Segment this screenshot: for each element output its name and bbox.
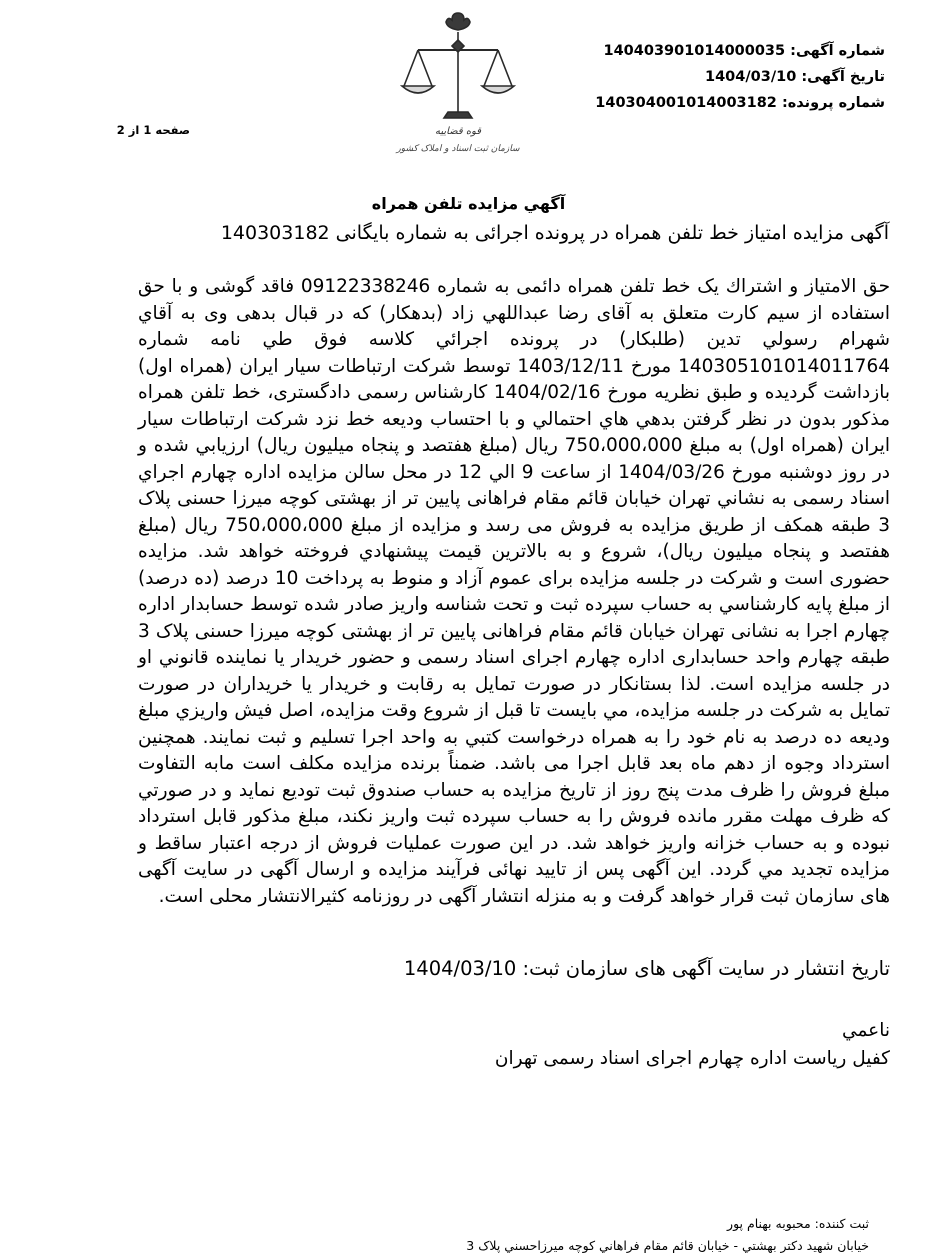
signer-name: ناعمي [842, 1020, 890, 1041]
ad-number-row [555, 38, 885, 64]
footer [69, 1213, 869, 1257]
ad-number-label: شماره آگهی: [790, 43, 885, 59]
page-number: صفحه 1 از 2 [116, 123, 190, 137]
signer-title: کفیل ریاست اداره چهارم اجرای اسناد رسمی تهران [494, 1048, 890, 1069]
ad-number: 140403901014000035 [603, 43, 786, 59]
judiciary-scales-emblem-icon [378, 6, 538, 156]
ad-date-label: تاریخ آگهی: [801, 69, 885, 85]
footer-address: خيابان شهيد دكتر بهشتي - خيابان قائم مقام فراهاني كوچه ميرزاحسني پلاک 3 [466, 1238, 869, 1253]
signature-block [50, 1017, 890, 1073]
case-number: 140304001014003182 [595, 95, 777, 111]
registrar-label: ثبت کننده: [814, 1216, 869, 1231]
registrar-row [69, 1213, 869, 1235]
logo-text-1: قوه قضاییه [434, 126, 482, 137]
ad-date-row [555, 64, 885, 90]
publish-date: 1404/03/10 [403, 957, 517, 980]
notice-body: حق الامتياز و اشتراك يک خط تلفن همراه دائمی به شماره 09122338246 فاقد گوشی و با حق استفاده از سیم کارت متعلق به آقای رضا عبداللهي زاد (بدهكار) که در قبال بدهی وی به آقاي شهرام رسولي تدين (طلبكار) در پرونده اجرائي كلاسه فوق طي نامه شماره 140305101014011764 مورخ 1403/12/11 توسط شرکت ارتباطات سیار ایران (همراه اول) بازداشت گردیده و طبق نظريه مورخ 1404/02/16 کارشناس رسمی دادگستری، خط تلفن همراه مذكور بدون در نظر گرفتن بدهي هاي احتمالي و با احتساب وديعه خط نزد شرکت ارتباطات سیار ایران (همراه اول) به مبلغ 750،000،000 ريال (مبلغ هفتصد و پنجاه ميليون ريال) ارزيابي شده و در روز دوشنبه مورخ 1404/03/26 از ساعت 9 الي 12 در محل سالن مزايده اداره چهارم اجراي اسناد رسمی به نشاني تهران خيابان قائم مقام فراهانی پایین تر از بهشتی کوچه میرزا حسنی پلاک 3 طبقه همکف از طریق مزايده به فروش می رسد و مزایده از مبلغ 750،000،000 ريال (مبلغ هفتصد و پنجاه ميليون ريال)، شروع و به بالاترين قيمت پيشنهادي فروخته خواهد شد. مزایده حضوری است و شرکت در جلسه مزایده برای عموم آزاد و منوط به پرداخت 10 درصد (ده درصد) از مبلغ پايه كارشناسي به حساب سپرده ثبت و تحت شناسه واريز صادر شده توسط حسابدار اداره چهارم اجرا به نشانی تهران خیابان قائم مقام فراهانی پایین تر از بهشتی کوچه میرزا حسنی پلاک 3 طبقه چهارم واحد حسابداری اداره چهارم اجرای اسناد رسمی و حضور خريدار يا نماينده قانوني او در جلسه مزايده است. لذا بستانکار در صورت تمایل به رقابت و خریدار یا خريداران در صورت تمایل به شرکت در جلسه مزایده، مي بايست تا قبل از شروع وقت مزایده، اصل فيش واريزي مبلغ وديعه ده درصد به نام خود را به همراه درخواست كتبي به واحد اجرا تسليم و ثبت نمايند. همچنين استرداد وجوه از دهم ماه بعد قابل اجرا می باشد. ضمناً برنده مزایده مکلف است مابه التفاوت مبلغ فروش را ظرف مدت پنج روز از تاريخ مزايده به حساب صندوق ثبت توديع نمايد و در صورتي كه ظرف مهلت مقرر مانده فروش را به حساب سپرده ثبت واريز نكند، مبلغ مذكور قابل استرداد نبوده و به حساب خزانه واريز خواهد شد. در این صورت عملیات فروش از درجه اعتبار ساقط و مزايده تجديد مي گردد. این آگهی پس از تایید نهائی فرآیند مزایده و ارسال آگهی در سایت آگهی های سازمان ثبت قرار خواهد گرفت و به منزله انتشار آگهی در روزنامه کثیرالانتشار محلی است. [138, 276, 891, 907]
case-number-label: شماره پرونده: [781, 95, 885, 111]
logo-text-2: سازمان ثبت اسناد و املاک کشور [396, 144, 520, 154]
notice-subtitle: آگهی مزایده امتیاز خط تلفن همراه در پرونده اجرائی به شماره بایگانی 140303182 [220, 222, 889, 244]
publish-date-line [50, 957, 890, 980]
case-number-row [555, 90, 885, 116]
registrar-name: محبوبه بهنام پور [727, 1216, 811, 1231]
notice-meta [555, 38, 885, 116]
ad-date: 1404/03/10 [705, 69, 797, 85]
publish-label: تاریخ انتشار در سایت آگهی های سازمان ثبت: [522, 957, 890, 980]
notice-title: آگهي مزايده تلفن همراه [371, 194, 566, 213]
